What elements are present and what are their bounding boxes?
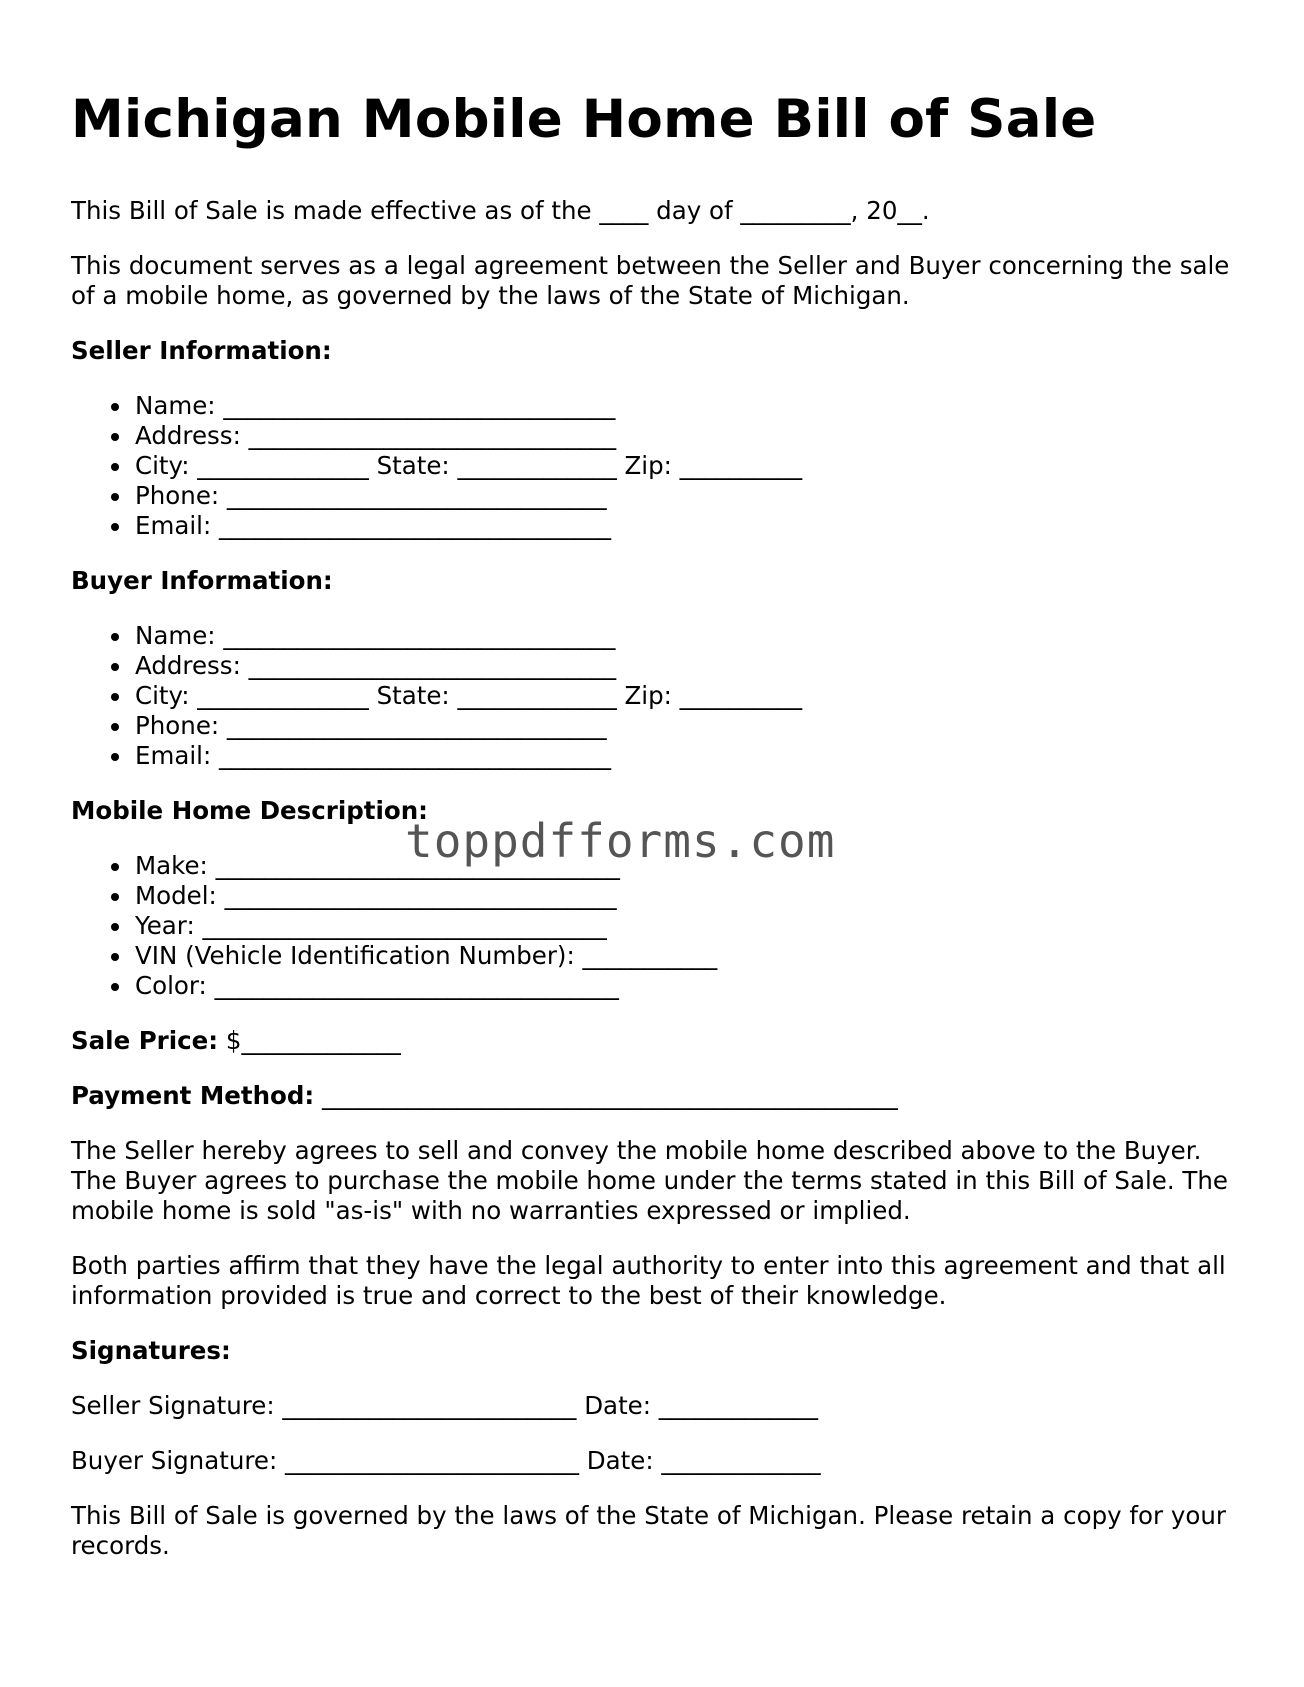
buyer-name-field: Name: ________________________________ [135, 621, 1241, 651]
seller-signature-line: Seller Signature: ________________________ Date: _____________ [71, 1391, 819, 1420]
affirmation-paragraph: Both parties affirm that they have the legal authority to enter into this agreement and that all information provided is true and correct to the best of their knowledge. [71, 1251, 1226, 1310]
seller-field-list [71, 391, 1241, 541]
seller-name-field: Name: ________________________________ [135, 391, 1241, 421]
buyer-field-list [71, 621, 1241, 771]
home-year-field: Year: _________________________________ [135, 911, 1241, 941]
document-title: Michigan Mobile Home Bill of Sale [71, 89, 1097, 150]
sale-price-line [71, 1026, 1241, 1056]
payment-method-label: Payment Method: [71, 1081, 315, 1110]
buyer-signature-line: Buyer Signature: ________________________ Date: _____________ [71, 1446, 821, 1475]
effective-date-line: This Bill of Sale is made effective as of the ____ day of _________, 20__. [71, 196, 930, 225]
buyer-phone-field: Phone: _______________________________ [135, 711, 1241, 741]
buyer-section-heading: Buyer Information: [71, 566, 333, 595]
sale-price-blank: $_____________ [225, 1026, 401, 1055]
purpose-paragraph: This document serves as a legal agreement between the Seller and Buyer concerning the sale of a mobile home, as governed by the laws of the State of Michigan. [71, 251, 1230, 310]
buyer-address-field: Address: ______________________________ [135, 651, 1241, 681]
seller-city-state-zip-field: City: ______________ State: _____________ Zip: __________ [135, 451, 1241, 481]
sale-price-label: Sale Price: [71, 1026, 219, 1055]
home-model-field: Model: ________________________________ [135, 881, 1241, 911]
closing-paragraph: This Bill of Sale is governed by the laws of the State of Michigan. Please retain a copy for your records. [71, 1501, 1226, 1560]
seller-section-heading: Seller Information: [71, 336, 332, 365]
signatures-heading: Signatures: [71, 1336, 231, 1365]
seller-address-field: Address: ______________________________ [135, 421, 1241, 451]
payment-method-line [71, 1081, 1241, 1111]
home-field-list [71, 851, 1241, 1001]
home-make-field: Make: _________________________________ [135, 851, 1241, 881]
home-vin-field: VIN (Vehicle Identification Number): ___________ [135, 941, 1241, 971]
home-description-heading: Mobile Home Description: [71, 796, 428, 825]
watermark: toppdfforms.com [405, 814, 836, 868]
buyer-city-state-zip-field: City: ______________ State: _____________ Zip: __________ [135, 681, 1241, 711]
seller-phone-field: Phone: _______________________________ [135, 481, 1241, 511]
payment-method-blank: _______________________________________________ [322, 1081, 898, 1110]
conveyance-paragraph: The Seller hereby agrees to sell and convey the mobile home described above to the Buyer. The Buyer agrees to purchase the mobile home under the terms stated in this Bill of Sale. The mobile home is sold "as-is" with no warranties expressed or implied. [71, 1136, 1228, 1225]
buyer-email-field: Email: ________________________________ [135, 741, 1241, 771]
seller-email-field: Email: ________________________________ [135, 511, 1241, 541]
home-color-field: Color: _________________________________ [135, 971, 1241, 1001]
